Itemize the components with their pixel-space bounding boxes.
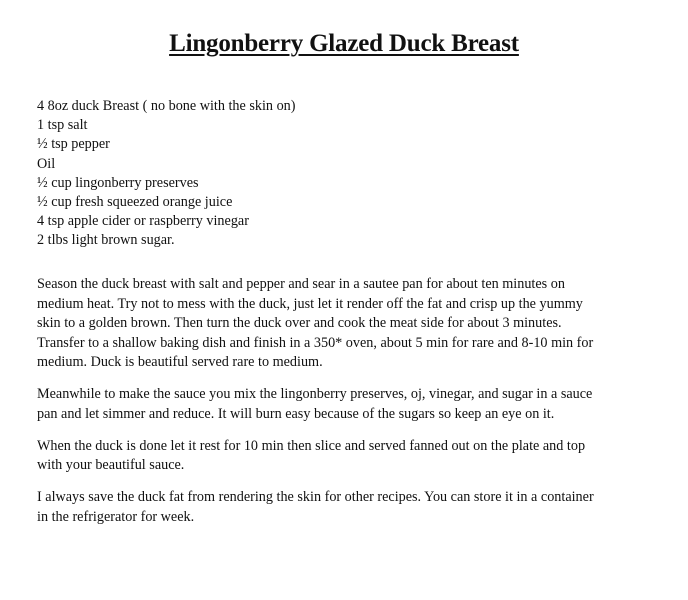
text-line: pan and let simmer and reduce. It will burn easy because of the sugars so keep an eye on it. (37, 405, 555, 422)
ingredient-item: 4 tsp apple cider or raspberry vinegar (37, 213, 249, 230)
ingredient-item: ½ tsp pepper (37, 136, 110, 153)
direction-paragraph-sear (37, 275, 667, 373)
direction-paragraph-duck-fat (37, 488, 667, 527)
ingredients-list (37, 97, 295, 251)
text-line: Transfer to a shallow baking dish and finish in a 350* oven, about 5 min for rare and 8-10 min for (37, 334, 594, 351)
ingredient-item: ½ cup lingonberry preserves (37, 174, 199, 191)
ingredient-item: ½ cup fresh squeezed orange juice (37, 194, 233, 211)
text-line: When the duck is done let it rest for 10 min then slice and served fanned out on the plate and top (37, 437, 586, 454)
text-line: in the refrigerator for week. (37, 508, 195, 525)
text-line: skin to a golden brown. Then turn the duck over and cook the meat side for about 3 minutes. (37, 315, 562, 331)
text-line: Meanwhile to make the sauce you mix the lingonberry preserves, oj, vinegar, and sugar in a sauce (37, 386, 593, 402)
ingredient-item: 4 8oz duck Breast ( no bone with the skin on) (37, 98, 296, 114)
ingredient-item: 1 tsp salt (37, 117, 88, 134)
ingredient-item: 2 tlbs light brown sugar. (37, 232, 175, 249)
text-line: Season the duck breast with salt and pepper and sear in a sautee pan for about ten minutes on (37, 276, 565, 292)
direction-paragraph-serve (37, 437, 667, 476)
text-line: medium heat. Try not to mess with the duck, just let it render off the fat and crisp up the yummy (37, 295, 583, 312)
text-line: with your beautiful sauce. (37, 457, 185, 473)
text-line: I always save the duck fat from rendering the skin for other recipes. You can store it in a container (37, 489, 594, 505)
directions (37, 275, 667, 540)
recipe-title: Lingonberry Glazed Duck Breast (169, 30, 519, 57)
ingredient-item: Oil (37, 155, 56, 172)
direction-paragraph-sauce (37, 385, 667, 424)
text-line: medium. Duck is beautiful served rare to medium. (37, 354, 323, 370)
